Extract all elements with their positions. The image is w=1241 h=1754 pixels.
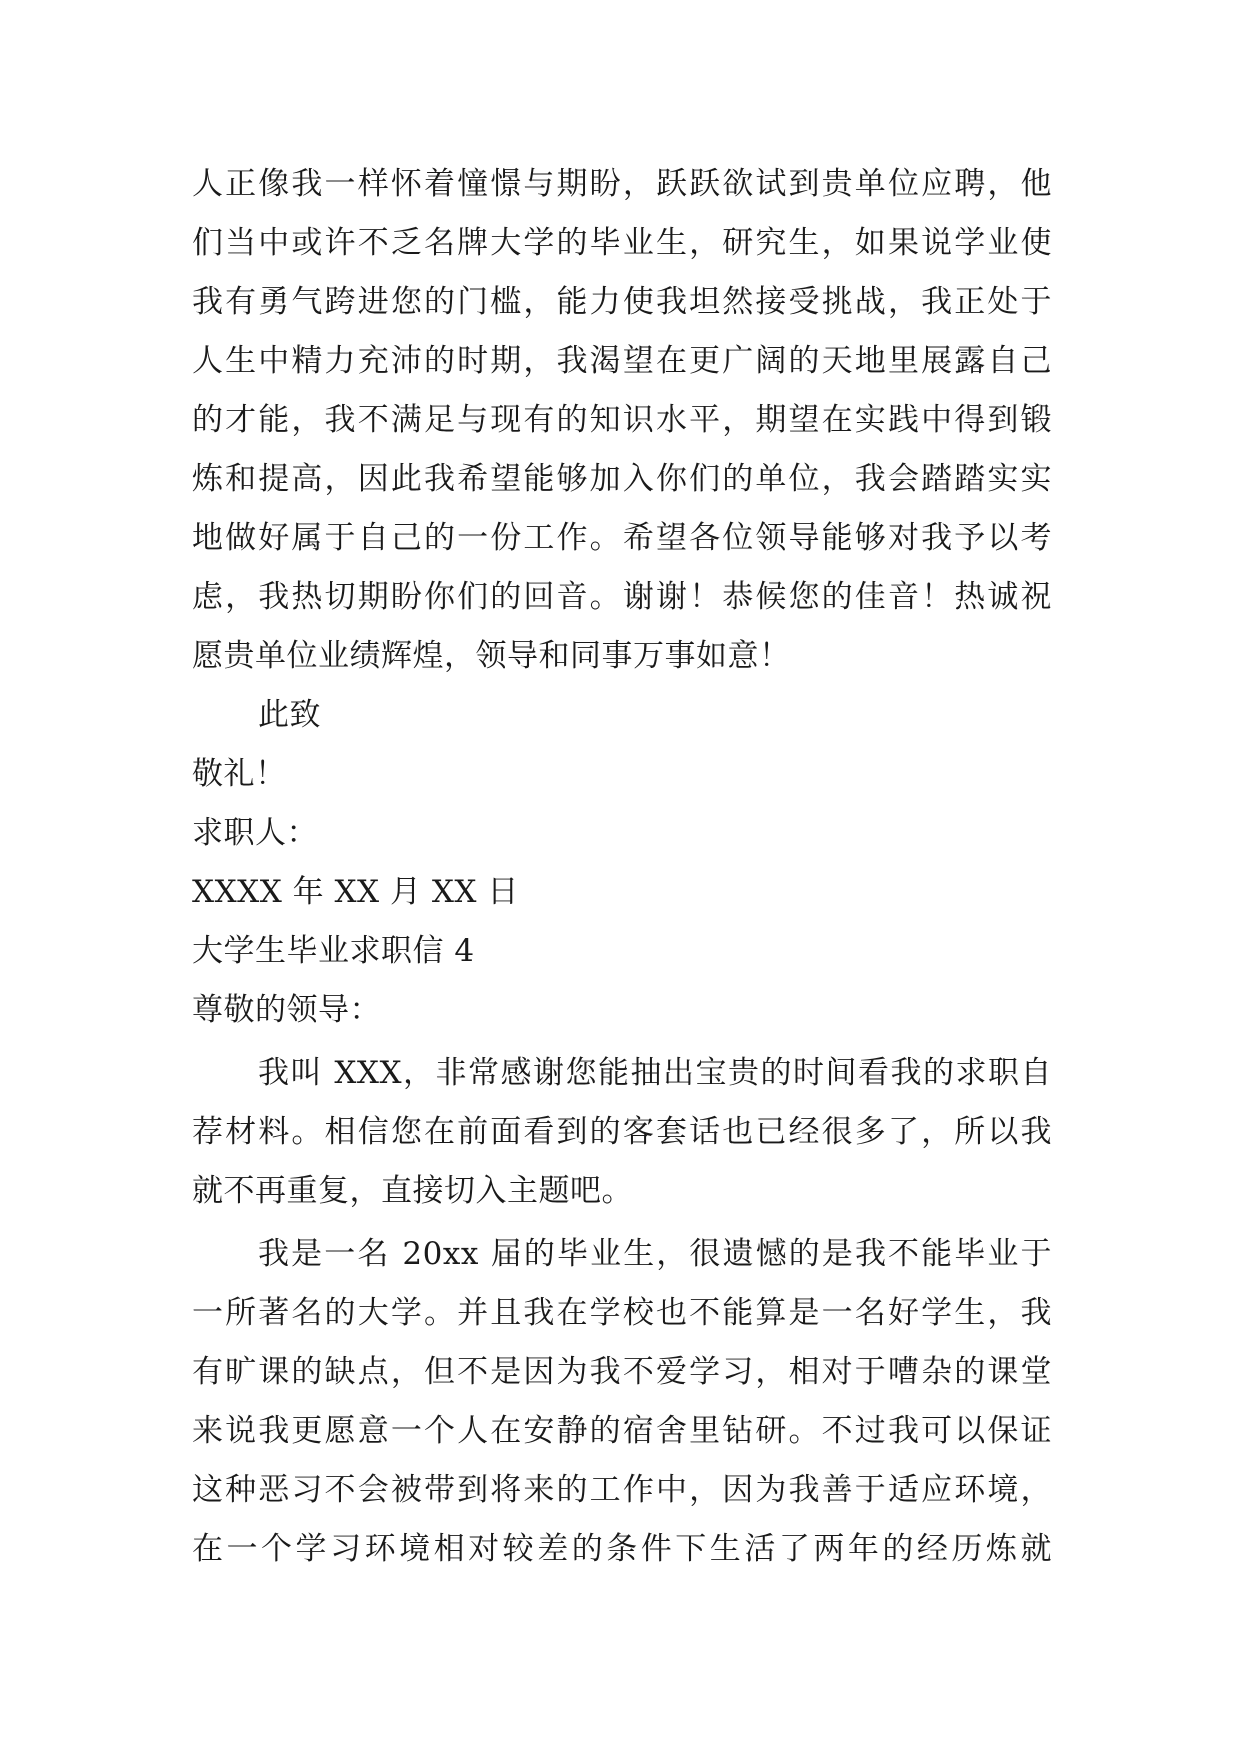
closing-respect: 敬礼！ (192, 756, 287, 792)
text-line: 的才能，我不满足与现有的知识水平，期望在实践中得到锻 (192, 402, 1052, 438)
text-line: 愿贵单位业绩辉煌，领导和同事万事如意！ (192, 638, 791, 674)
text-line: 我叫 XXX，非常感谢您能抽出宝贵的时间看我的求职自 (258, 1055, 1052, 1091)
document-page (192, 155, 1052, 1579)
intro-paragraph (192, 1044, 1052, 1221)
text-line: 虑，我热切期盼你们的回音。谢谢！恭候您的佳音！热诚祝 (192, 579, 1052, 615)
applicant-label: 求职人： (192, 815, 318, 851)
letter-heading: 大学生毕业求职信 4 (192, 933, 475, 969)
text-line: 们当中或许不乏名牌大学的毕业生，研究生，如果说学业使 (192, 225, 1052, 261)
text-line: 有旷课的缺点，但不是因为我不爱学习，相对于嘈杂的课堂 (192, 1354, 1052, 1390)
text-line: 炼和提高，因此我希望能够加入你们的单位，我会踏踏实实 (192, 461, 1052, 497)
text-line: 我是一名 20xx 届的毕业生，很遗憾的是我不能毕业于 (258, 1236, 1052, 1272)
closing-salutation: 此致 (258, 697, 321, 733)
letter-greeting: 尊敬的领导： (192, 992, 381, 1028)
text-line: 一所著名的大学。并且我在学校也不能算是一名好学生，我 (192, 1295, 1052, 1331)
text-line: 来说我更愿意一个人在安静的宿舍里钻研。不过我可以保证 (192, 1413, 1052, 1449)
text-line: 就不再重复，直接切入主题吧。 (192, 1173, 633, 1209)
text-line: 我有勇气跨进您的门槛，能力使我坦然接受挑战，我正处于 (192, 284, 1052, 320)
text-line: 这种恶习不会被带到将来的工作中，因为我善于适应环境， (192, 1472, 1052, 1508)
text-line: 地做好属于自己的一份工作。希望各位领导能够对我予以考 (192, 520, 1052, 556)
letter-date: XXXX 年 XX 月 XX 日 (192, 874, 519, 910)
background-paragraph (192, 1225, 1052, 1579)
text-line: 人生中精力充沛的时期，我渴望在更广阔的天地里展露自己 (192, 343, 1052, 379)
text-line: 在一个学习环境相对较差的条件下生活了两年的经历炼就 (192, 1531, 1052, 1567)
text-line: 人正像我一样怀着憧憬与期盼，跃跃欲试到贵单位应聘，他 (192, 166, 1052, 202)
continuation-paragraph (192, 155, 1052, 686)
text-line: 荐材料。相信您在前面看到的客套话也已经很多了，所以我 (192, 1114, 1052, 1150)
closing-block (192, 686, 1052, 922)
